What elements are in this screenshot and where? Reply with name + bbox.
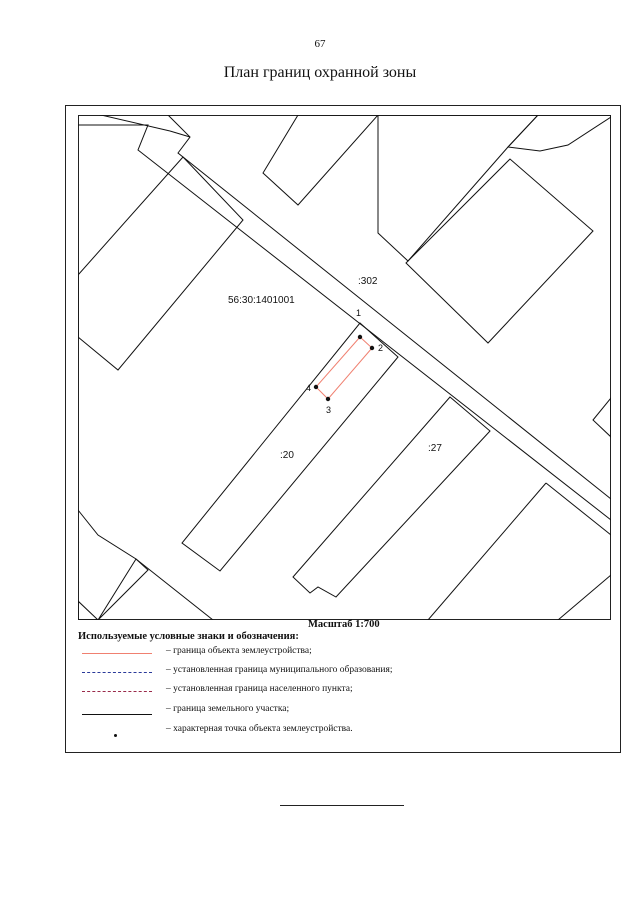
parcel-27-label: :27 — [428, 443, 442, 454]
point-icon — [114, 734, 117, 737]
legend-text: – граница земельного участка; — [166, 704, 290, 714]
legend-item-parcel-boundary — [78, 704, 598, 720]
parcel-20-label: :20 — [280, 450, 294, 461]
black-line-icon — [82, 714, 152, 715]
legend-item-municipal-boundary — [78, 665, 598, 681]
legend-text: – установленная граница населенного пункта; — [166, 684, 353, 694]
legend-title: Используемые условные знаки и обозначения: — [78, 631, 299, 642]
legend-text: – характерная точка объекта землеустройства. — [166, 724, 353, 734]
characteristic-point-4 — [314, 385, 318, 389]
purple-dash-dot-line-icon — [82, 691, 152, 692]
cadastral-map — [78, 115, 611, 620]
quarter-number-label: 56:30:1401001 — [228, 295, 295, 306]
page-number: 67 — [314, 38, 326, 50]
point-label-3: 3 — [326, 405, 332, 415]
signature-line — [280, 805, 404, 806]
legend-text: – установленная граница муниципального образования; — [166, 665, 393, 675]
characteristic-point-2 — [370, 346, 374, 350]
point-label-4: 4 — [306, 383, 312, 393]
blue-dash-dot-line-icon — [82, 672, 152, 673]
point-label-1: 1 — [356, 308, 362, 318]
point-label-2: 2 — [378, 343, 384, 353]
legend-item-object-boundary — [78, 646, 598, 662]
red-line-icon — [82, 653, 152, 654]
map-frame — [79, 116, 611, 620]
characteristic-point-1 — [358, 335, 362, 339]
legend-item-settlement-boundary — [78, 684, 598, 700]
characteristic-point-3 — [326, 397, 330, 401]
road-302-label: :302 — [358, 276, 378, 287]
legend-item-characteristic-point — [78, 724, 598, 740]
page-title: План границ охранной зоны — [223, 64, 417, 81]
scale-label: Масштаб 1:700 — [308, 619, 380, 630]
legend-text: – граница объекта землеустройства; — [166, 646, 312, 656]
